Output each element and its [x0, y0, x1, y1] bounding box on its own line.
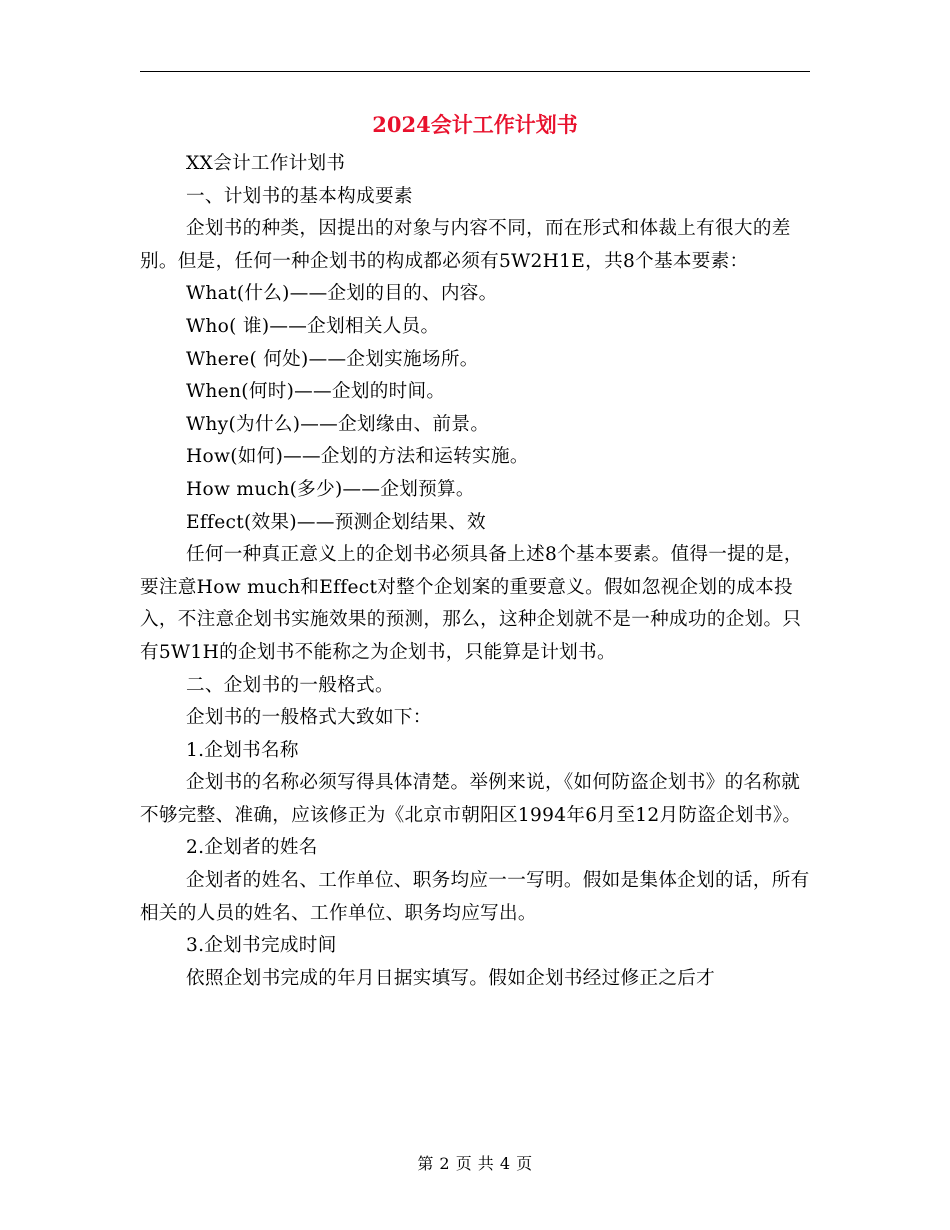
paragraph-format-intro: 企划书的一般格式大致如下：: [186, 707, 432, 729]
element-how: How(如何)——企划的方法和运转实施。: [186, 446, 529, 468]
section-heading-1: 一、计划书的基本构成要素: [186, 185, 413, 207]
paragraph-completion-time: 依照企划书完成的年月日据实填写。假如企划书经过修正之后才: [186, 967, 716, 989]
element-when: When(何时)——企划的时间。: [186, 381, 446, 403]
subheading-name: 1.企划书名称: [186, 739, 299, 761]
subheading-completion-time: 3.企划书完成时间: [186, 935, 337, 957]
element-how-much: How much(多少)——企划预算。: [186, 478, 475, 500]
paragraph-doc-heading: XX会计工作计划书: [186, 153, 346, 174]
section-heading-2: 二、企划书的一般格式。: [186, 674, 394, 696]
document-title: 2024会计工作计划书: [372, 112, 578, 137]
subheading-author: 2.企划者的姓名: [186, 837, 318, 859]
element-where: Where( 何处)——企划实施场所。: [186, 348, 479, 370]
document-body: [140, 148, 815, 995]
paragraph-author: 企划者的姓名、工作单位、职务均应一一写明。假如是集体企划的话，所有相关的人员的姓名、工作单位、职务均应写出。: [140, 870, 810, 924]
page-number: 第 2 页 共 4 页: [417, 1154, 533, 1173]
element-who: Who( 谁)——企划相关人员。: [186, 315, 440, 337]
paragraph-name: 企划书的名称必须写得具体清楚。举例来说，《如何防盗企划书》的名称就不够完整、准确，应该修正为《北京市朝阳区1994年6月至12月防盗企划书》。: [140, 772, 802, 826]
element-what: What(什么)——企划的目的、内容。: [186, 283, 498, 305]
element-why: Why(为什么)——企划缘由、前景。: [186, 413, 490, 435]
element-effect: Effect(效果)——预测企划结果、效: [186, 511, 486, 533]
paragraph-intro: 企划书的种类，因提出的对象与内容不同，而在形式和体裁上有很大的差别。但是，任何一种企划书的构成都必须有5W2H1E，共8个基本要素：: [140, 218, 791, 272]
header-rule: [140, 71, 810, 72]
paragraph-importance: 任何一种真正意义上的企划书必须具备上述8个基本要素。值得一提的是，要注意How much和Effect对整个企划案的重要意义。假如忽视企划的成本投入，不注意企划书实施效果的预测，那么，这种企划就不是一种成功的企划。只有5W1H的企划书不能称之为企划书，只能算是计划书。: [140, 544, 803, 663]
